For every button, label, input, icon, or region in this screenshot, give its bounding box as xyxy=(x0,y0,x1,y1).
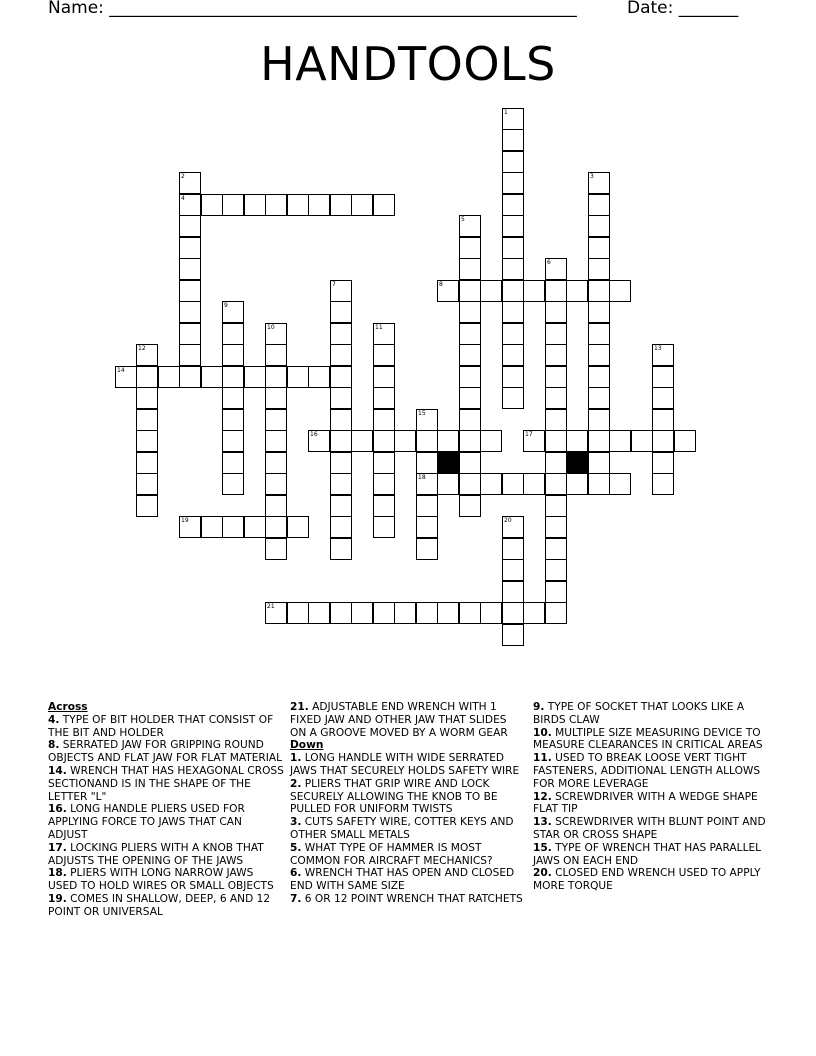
grid-cell[interactable] xyxy=(545,258,567,280)
clue-text: CUTS SAFETY WIRE, COTTER KEYS AND OTHER SMALL METALS xyxy=(290,816,514,841)
clue-number: 15 xyxy=(418,410,426,417)
grid-cell[interactable] xyxy=(502,581,524,603)
down-clue xyxy=(290,778,526,816)
clue-text: ADJUSTABLE END WRENCH WITH 1 FIXED JAW AND OTHER JAW THAT SLIDES ON A GROOVE MOVED BY A WORM GEAR xyxy=(290,701,508,739)
grid-cell[interactable] xyxy=(222,366,244,388)
across-heading: Across xyxy=(48,701,88,713)
grid-cell[interactable] xyxy=(459,280,481,302)
grid-cell[interactable] xyxy=(502,624,524,646)
grid-cell[interactable] xyxy=(459,473,481,495)
grid-cell[interactable] xyxy=(136,473,158,495)
grid-cell[interactable] xyxy=(437,430,459,452)
grid-cell[interactable] xyxy=(502,194,524,216)
grid-cell[interactable] xyxy=(459,602,481,624)
across-clue xyxy=(48,867,284,893)
grid-cell[interactable] xyxy=(502,258,524,280)
grid-cell[interactable] xyxy=(588,301,610,323)
grid-cell[interactable] xyxy=(330,366,352,388)
grid-cell[interactable] xyxy=(330,430,352,452)
grid-cell[interactable] xyxy=(373,409,395,431)
clue-text: WHAT TYPE OF HAMMER IS MOST COMMON FOR AIRCRAFT MECHANICS? xyxy=(290,841,493,867)
across-clue xyxy=(48,803,284,841)
grid-cell[interactable] xyxy=(373,194,395,216)
down-clue xyxy=(533,867,769,893)
grid-cell[interactable] xyxy=(179,237,201,259)
grid-cell[interactable] xyxy=(373,387,395,409)
grid-cell[interactable] xyxy=(222,409,244,431)
grid-cell[interactable] xyxy=(416,602,438,624)
clue-number: 21 xyxy=(267,603,275,610)
clue-number-label: 3. xyxy=(290,816,302,829)
grid-cell[interactable] xyxy=(179,215,201,237)
clues-column-1 xyxy=(48,701,284,919)
clue-text: SERRATED JAW FOR GRIPPING ROUND OBJECTS AND FLAT JAW FOR FLAT MATERIAL xyxy=(48,739,283,765)
down-heading: Down xyxy=(290,739,324,752)
grid-cell[interactable] xyxy=(179,194,201,216)
grid-cell[interactable] xyxy=(459,430,481,452)
clue-text: USED TO BREAK LOOSE VERT TIGHT FASTENERS, ADDITIONAL LENGTH ALLOWS FOR MORE LEVERAGE xyxy=(533,752,761,790)
grid-cell[interactable] xyxy=(523,473,545,495)
grid-cell[interactable] xyxy=(588,172,610,194)
clue-number: 9 xyxy=(224,302,228,309)
grid-cell[interactable] xyxy=(136,387,158,409)
grid-cell[interactable] xyxy=(330,280,352,302)
down-clue xyxy=(533,752,769,790)
clue-number: 17 xyxy=(525,431,533,438)
clue-text: SCREWDRIVER WITH A WEDGE SHAPE FLAT TIP xyxy=(533,790,758,816)
grid-cell[interactable] xyxy=(502,301,524,323)
grid-cell[interactable] xyxy=(588,237,610,259)
clue-number-label: 5. xyxy=(290,841,302,854)
clue-number-label: 14. xyxy=(48,764,67,777)
grid-cell[interactable] xyxy=(502,129,524,151)
clue-number-label: 1. xyxy=(290,752,302,765)
clue-text: PLIERS WITH LONG NARROW JAWS USED TO HOLD WIRES OR SMALL OBJECTS xyxy=(48,867,274,893)
down-clue xyxy=(533,842,769,868)
grid-cell[interactable] xyxy=(502,473,524,495)
grid-cell[interactable] xyxy=(373,473,395,495)
grid-cell[interactable] xyxy=(265,516,287,538)
grid-cell[interactable] xyxy=(652,452,674,474)
clue-number-label: 12. xyxy=(533,790,552,803)
clue-number-label: 2. xyxy=(290,777,302,790)
grid-cell[interactable] xyxy=(459,344,481,366)
clue-number-label: 16. xyxy=(48,803,67,816)
grid-cell[interactable] xyxy=(330,301,352,323)
grid-cell[interactable] xyxy=(179,323,201,345)
grid-cell[interactable] xyxy=(222,516,244,538)
grid-cell[interactable] xyxy=(179,344,201,366)
clue-number: 10 xyxy=(267,324,275,331)
grid-cell[interactable] xyxy=(265,194,287,216)
grid-cell[interactable] xyxy=(523,602,545,624)
grid-cell[interactable] xyxy=(502,344,524,366)
clue-number: 16 xyxy=(310,431,318,438)
grid-cell[interactable] xyxy=(545,538,567,560)
grid-cell[interactable] xyxy=(545,516,567,538)
grid-cell[interactable] xyxy=(502,559,524,581)
grid-cell[interactable] xyxy=(437,280,459,302)
clue-text: WRENCH THAT HAS HEXAGONAL CROSS SECTIONAND IS IN THE SHAPE OF THE LETTER "L" xyxy=(48,764,284,803)
grid-cell[interactable] xyxy=(588,387,610,409)
clue-number: 14 xyxy=(117,367,125,374)
clue-number: 12 xyxy=(138,345,146,352)
grid-cell[interactable] xyxy=(244,194,266,216)
down-clue xyxy=(533,791,769,817)
grid-cell[interactable] xyxy=(416,409,438,431)
clue-number: 11 xyxy=(375,324,383,331)
grid-cell[interactable] xyxy=(652,387,674,409)
grid-cell[interactable] xyxy=(652,473,674,495)
clue-number-label: 20. xyxy=(533,867,552,880)
grid-cell[interactable] xyxy=(373,602,395,624)
clue-number-label: 6. xyxy=(290,867,302,880)
grid-cell[interactable] xyxy=(373,323,395,345)
grid-cell[interactable] xyxy=(588,452,610,474)
grid-cell[interactable] xyxy=(502,366,524,388)
grid-cell[interactable] xyxy=(179,172,201,194)
grid-cell[interactable] xyxy=(459,387,481,409)
grid-cell[interactable] xyxy=(265,409,287,431)
grid-cell[interactable] xyxy=(287,194,309,216)
clue-text: TYPE OF WRENCH THAT HAS PARALLEL JAWS ON EACH END xyxy=(533,841,762,867)
grid-cell[interactable] xyxy=(136,452,158,474)
clue-number: 8 xyxy=(439,281,443,288)
down-clue xyxy=(533,701,769,727)
down-clue xyxy=(533,727,769,753)
grid-cell[interactable] xyxy=(588,344,610,366)
grid-cell[interactable] xyxy=(545,301,567,323)
grid-cell[interactable] xyxy=(502,387,524,409)
grid-cell[interactable] xyxy=(609,473,631,495)
grid-cell[interactable] xyxy=(545,280,567,302)
grid-cell[interactable] xyxy=(545,495,567,517)
grid-cell[interactable] xyxy=(136,409,158,431)
grid-cell[interactable] xyxy=(588,409,610,431)
clue-text: MULTIPLE SIZE MEASURING DEVICE TO MEASURE CLEARANCES IN CRITICAL AREAS xyxy=(533,726,763,752)
grid-cell[interactable] xyxy=(545,387,567,409)
grid-cell[interactable] xyxy=(545,344,567,366)
grid-cell[interactable] xyxy=(265,495,287,517)
clue-number: 1 xyxy=(504,109,508,116)
clue-number-label: 8. xyxy=(48,739,60,752)
grid-cell[interactable] xyxy=(373,344,395,366)
grid-cell[interactable] xyxy=(373,495,395,517)
clue-text: 6 OR 12 POINT WRENCH THAT RATCHETS xyxy=(304,892,523,905)
grid-cell[interactable] xyxy=(201,194,223,216)
grid-cell[interactable] xyxy=(179,366,201,388)
clue-number-label: 7. xyxy=(290,892,302,905)
grid-cell[interactable] xyxy=(545,323,567,345)
grid-cell[interactable] xyxy=(652,366,674,388)
grid-cell[interactable] xyxy=(566,473,588,495)
clue-text: PLIERS THAT GRIP WIRE AND LOCK SECURELY ALLOWING THE KNOB TO BE PULLED FOR UNIFORM TWISTS xyxy=(290,777,498,816)
black-square xyxy=(566,452,588,474)
down-clue xyxy=(290,842,526,868)
clue-number: 4 xyxy=(181,195,185,202)
grid-cell[interactable] xyxy=(351,430,373,452)
grid-cell[interactable] xyxy=(222,323,244,345)
grid-cell[interactable] xyxy=(373,430,395,452)
grid-cell[interactable] xyxy=(330,409,352,431)
grid-cell[interactable] xyxy=(265,452,287,474)
clue-number-label: 18. xyxy=(48,867,67,880)
grid-cell[interactable] xyxy=(416,473,438,495)
grid-cell[interactable] xyxy=(502,172,524,194)
grid-cell[interactable] xyxy=(502,602,524,624)
grid-cell[interactable] xyxy=(136,495,158,517)
grid-cell[interactable] xyxy=(502,237,524,259)
grid-cell[interactable] xyxy=(265,602,287,624)
date-field-label: Date: _______ xyxy=(627,0,739,18)
grid-cell[interactable] xyxy=(480,473,502,495)
grid-cell[interactable] xyxy=(373,366,395,388)
clue-text: LONG HANDLE PLIERS USED FOR APPLYING FORCE TO JAWS THAT CAN ADJUST xyxy=(48,803,245,841)
grid-cell[interactable] xyxy=(287,602,309,624)
grid-cell[interactable] xyxy=(222,430,244,452)
grid-cell[interactable] xyxy=(609,430,631,452)
grid-cell[interactable] xyxy=(416,516,438,538)
grid-cell[interactable] xyxy=(373,452,395,474)
grid-cell[interactable] xyxy=(416,430,438,452)
grid-cell[interactable] xyxy=(265,344,287,366)
grid-cell[interactable] xyxy=(265,430,287,452)
grid-cell[interactable] xyxy=(566,430,588,452)
grid-cell[interactable] xyxy=(459,301,481,323)
clue-number: 3 xyxy=(590,173,594,180)
grid-cell[interactable] xyxy=(351,602,373,624)
grid-cell[interactable] xyxy=(545,602,567,624)
clue-number: 20 xyxy=(504,517,512,524)
grid-cell[interactable] xyxy=(179,516,201,538)
clue-number: 2 xyxy=(181,173,185,180)
grid-cell[interactable] xyxy=(416,538,438,560)
grid-cell[interactable] xyxy=(222,452,244,474)
grid-cell[interactable] xyxy=(545,409,567,431)
grid-cell[interactable] xyxy=(394,430,416,452)
grid-cell[interactable] xyxy=(351,194,373,216)
grid-cell[interactable] xyxy=(652,409,674,431)
clue-number-label: 19. xyxy=(48,892,67,905)
grid-cell[interactable] xyxy=(330,516,352,538)
grid-cell[interactable] xyxy=(330,495,352,517)
grid-cell[interactable] xyxy=(201,516,223,538)
grid-cell[interactable] xyxy=(179,280,201,302)
black-square xyxy=(437,452,459,474)
clue-number-label: 11. xyxy=(533,752,552,765)
down-clue xyxy=(290,816,526,842)
grid-cell[interactable] xyxy=(265,323,287,345)
name-field-label: Name: _______________________________________________________ xyxy=(48,0,577,18)
grid-cell[interactable] xyxy=(437,473,459,495)
grid-cell[interactable] xyxy=(652,430,674,452)
across-clue xyxy=(48,842,284,868)
grid-cell[interactable] xyxy=(459,237,481,259)
grid-cell[interactable] xyxy=(158,366,180,388)
grid-cell[interactable] xyxy=(502,538,524,560)
clue-number-label: 15. xyxy=(533,841,552,854)
clues-column-3 xyxy=(533,701,769,893)
grid-cell[interactable] xyxy=(480,280,502,302)
grid-cell[interactable] xyxy=(416,495,438,517)
grid-cell[interactable] xyxy=(588,258,610,280)
across-clue xyxy=(48,765,284,803)
grid-cell[interactable] xyxy=(459,215,481,237)
grid-cell[interactable] xyxy=(222,387,244,409)
down-clue xyxy=(290,893,526,906)
clue-text: COMES IN SHALLOW, DEEP, 6 AND 12 POINT OR UNIVERSAL xyxy=(48,892,271,918)
clue-text: TYPE OF BIT HOLDER THAT CONSIST OF THE BIT AND HOLDER xyxy=(48,713,274,739)
clue-number: 18 xyxy=(418,474,426,481)
grid-cell[interactable] xyxy=(459,495,481,517)
down-clue xyxy=(290,752,526,778)
grid-cell[interactable] xyxy=(480,602,502,624)
grid-cell[interactable] xyxy=(308,194,330,216)
grid-cell[interactable] xyxy=(115,366,137,388)
grid-cell[interactable] xyxy=(287,516,309,538)
grid-cell[interactable] xyxy=(480,430,502,452)
grid-cell[interactable] xyxy=(545,581,567,603)
across-clue xyxy=(48,739,284,765)
clue-number: 19 xyxy=(181,517,189,524)
grid-cell[interactable] xyxy=(330,452,352,474)
clue-number-label: 10. xyxy=(533,726,552,739)
clue-number-label: 9. xyxy=(533,701,545,713)
grid-cell[interactable] xyxy=(265,473,287,495)
grid-cell[interactable] xyxy=(265,366,287,388)
grid-cell[interactable] xyxy=(330,194,352,216)
grid-cell[interactable] xyxy=(523,280,545,302)
grid-cell[interactable] xyxy=(502,215,524,237)
grid-cell[interactable] xyxy=(222,194,244,216)
grid-cell[interactable] xyxy=(222,344,244,366)
grid-cell[interactable] xyxy=(609,280,631,302)
clue-text: LONG HANDLE WITH WIDE SERRATED JAWS THAT SECURELY HOLDS SAFETY WIRE xyxy=(290,752,520,777)
grid-cell[interactable] xyxy=(459,409,481,431)
clue-number-label: 17. xyxy=(48,841,67,854)
grid-cell[interactable] xyxy=(459,323,481,345)
grid-cell[interactable] xyxy=(566,280,588,302)
grid-cell[interactable] xyxy=(136,430,158,452)
across-clue xyxy=(290,701,526,739)
clue-text: LOCKING PLIERS WITH A KNOB THAT ADJUSTS THE OPENING OF THE JAWS xyxy=(48,841,264,867)
clue-text: WRENCH THAT HAS OPEN AND CLOSED END WITH SAME SIZE xyxy=(290,867,515,893)
clue-number: 13 xyxy=(654,345,662,352)
grid-cell[interactable] xyxy=(545,452,567,474)
clue-number-label: 13. xyxy=(533,816,552,829)
down-clue xyxy=(290,867,526,893)
grid-cell[interactable] xyxy=(631,430,653,452)
grid-cell[interactable] xyxy=(545,366,567,388)
clue-text: SCREWDRIVER WITH BLUNT POINT AND STAR OR CROSS SHAPE xyxy=(533,816,766,841)
grid-cell[interactable] xyxy=(330,344,352,366)
grid-cell[interactable] xyxy=(674,430,696,452)
grid-cell[interactable] xyxy=(330,473,352,495)
grid-cell[interactable] xyxy=(201,366,223,388)
across-clue xyxy=(48,714,284,740)
grid-cell[interactable] xyxy=(588,194,610,216)
grid-cell[interactable] xyxy=(222,301,244,323)
grid-cell[interactable] xyxy=(502,323,524,345)
grid-cell[interactable] xyxy=(394,602,416,624)
grid-cell[interactable] xyxy=(588,280,610,302)
grid-cell[interactable] xyxy=(136,344,158,366)
grid-cell[interactable] xyxy=(545,559,567,581)
clue-number: 6 xyxy=(547,259,551,266)
grid-cell[interactable] xyxy=(588,366,610,388)
grid-cell[interactable] xyxy=(179,301,201,323)
grid-cell[interactable] xyxy=(244,516,266,538)
grid-cell[interactable] xyxy=(373,516,395,538)
grid-cell[interactable] xyxy=(287,366,309,388)
grid-cell[interactable] xyxy=(459,452,481,474)
clue-number: 5 xyxy=(461,216,465,223)
grid-cell[interactable] xyxy=(179,258,201,280)
grid-cell[interactable] xyxy=(588,430,610,452)
grid-cell[interactable] xyxy=(222,473,244,495)
grid-cell[interactable] xyxy=(545,473,567,495)
grid-cell[interactable] xyxy=(330,538,352,560)
grid-cell[interactable] xyxy=(459,258,481,280)
grid-cell[interactable] xyxy=(308,366,330,388)
grid-cell[interactable] xyxy=(265,538,287,560)
grid-cell[interactable] xyxy=(652,344,674,366)
clue-number: 7 xyxy=(332,281,336,288)
grid-cell[interactable] xyxy=(330,323,352,345)
clues-column-2 xyxy=(290,701,526,906)
clue-number-label: 4. xyxy=(48,713,60,726)
grid-cell[interactable] xyxy=(502,516,524,538)
page-title: HANDTOOLS xyxy=(260,37,556,91)
grid-cell[interactable] xyxy=(244,366,266,388)
grid-cell[interactable] xyxy=(502,108,524,130)
grid-cell[interactable] xyxy=(523,430,545,452)
grid-cell[interactable] xyxy=(136,366,158,388)
clue-number-label: 21. xyxy=(290,701,309,713)
grid-cell[interactable] xyxy=(588,473,610,495)
grid-cell[interactable] xyxy=(265,387,287,409)
grid-cell[interactable] xyxy=(459,366,481,388)
grid-cell[interactable] xyxy=(588,215,610,237)
down-clue xyxy=(533,816,769,842)
grid-cell[interactable] xyxy=(308,602,330,624)
grid-cell[interactable] xyxy=(330,602,352,624)
clue-text: CLOSED END WRENCH USED TO APPLY MORE TORQUE xyxy=(533,867,761,893)
grid-cell[interactable] xyxy=(502,151,524,173)
grid-cell[interactable] xyxy=(330,387,352,409)
grid-cell[interactable] xyxy=(588,323,610,345)
grid-cell[interactable] xyxy=(502,280,524,302)
grid-cell[interactable] xyxy=(308,430,330,452)
grid-cell[interactable] xyxy=(416,452,438,474)
clue-text: TYPE OF SOCKET THAT LOOKS LIKE A BIRDS CLAW xyxy=(533,701,745,726)
grid-cell[interactable] xyxy=(437,602,459,624)
across-clue xyxy=(48,893,284,919)
grid-cell[interactable] xyxy=(545,430,567,452)
